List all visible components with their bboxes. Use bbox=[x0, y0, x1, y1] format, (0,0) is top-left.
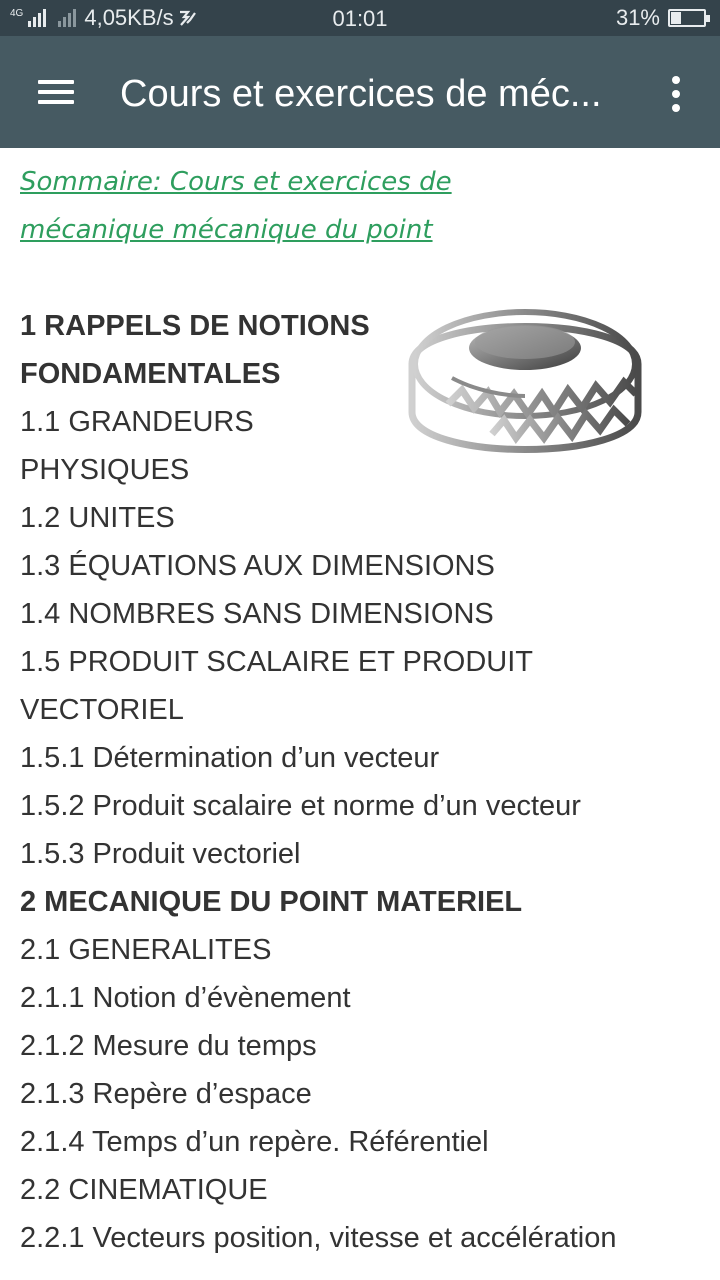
hamburger-icon-line bbox=[38, 90, 74, 94]
toc-item[interactable]: 1 RAPPELS DE NOTIONS FONDAMENTALES bbox=[20, 310, 370, 390]
tire-icon bbox=[404, 286, 646, 482]
toc-item[interactable]: 2 MECANIQUE DU POINT MATERIEL bbox=[20, 886, 523, 918]
toc-item[interactable]: 2.1.1 Notion d’évènement bbox=[20, 982, 351, 1014]
toc-item[interactable]: 1.3 ÉQUATIONS AUX DIMENSIONS bbox=[20, 550, 495, 582]
data-saver-icon bbox=[178, 10, 196, 26]
toc-item[interactable]: 1.5 PRODUIT SCALAIRE ET PRODUIT VECTORIEL bbox=[20, 646, 533, 726]
hamburger-icon bbox=[38, 80, 74, 84]
toc-item[interactable]: 1.5.3 Produit vectoriel bbox=[20, 838, 301, 870]
signal-icon bbox=[28, 9, 46, 27]
app-title: Cours et exercices de méc... bbox=[120, 73, 602, 115]
toc-item[interactable]: 1.4 NOMBRES SANS DIMENSIONS bbox=[20, 598, 494, 630]
status-bar bbox=[0, 0, 720, 36]
toc-item[interactable]: 1.5.2 Produit scalaire et norme d’un vecteur bbox=[20, 790, 581, 822]
toc-item[interactable]: 2.1 GENERALITES bbox=[20, 934, 272, 966]
battery-icon bbox=[668, 9, 706, 27]
status-left bbox=[10, 0, 196, 36]
toc-item[interactable]: 1.1 GRANDEURS PHYSIQUES bbox=[20, 406, 254, 486]
status-right bbox=[616, 0, 706, 36]
overflow-menu-button[interactable] bbox=[656, 72, 696, 116]
menu-button[interactable] bbox=[30, 72, 82, 112]
network-speed: 4,05KB/s bbox=[84, 5, 174, 30]
signal-2-icon bbox=[58, 9, 76, 27]
toc-item[interactable]: 2.2 CINEMATIQUE bbox=[20, 1174, 268, 1206]
app-bar bbox=[0, 36, 720, 148]
summary-link[interactable]: Sommaire: Cours et exercices de mécanique mécanique du point bbox=[20, 167, 452, 245]
toc-item[interactable]: 2.1.4 Temps d’un repère. Référentiel bbox=[20, 1126, 489, 1158]
toc-item[interactable]: 2.1.2 Mesure du temps bbox=[20, 1030, 317, 1062]
toc-item[interactable]: 2.1.3 Repère d’espace bbox=[20, 1078, 312, 1110]
status-time: 01:01 bbox=[332, 6, 388, 31]
toc-item[interactable]: 1.5.1 Détermination d’un vecteur bbox=[20, 742, 440, 774]
hamburger-icon-line bbox=[38, 100, 74, 104]
toc-item[interactable]: 1.2 UNITES bbox=[20, 502, 175, 534]
toc-item[interactable]: 2.2.1 Vecteurs position, vitesse et accélération bbox=[20, 1222, 617, 1254]
battery-percent: 31% bbox=[615, 5, 660, 30]
network-type: 4G bbox=[10, 8, 24, 19]
